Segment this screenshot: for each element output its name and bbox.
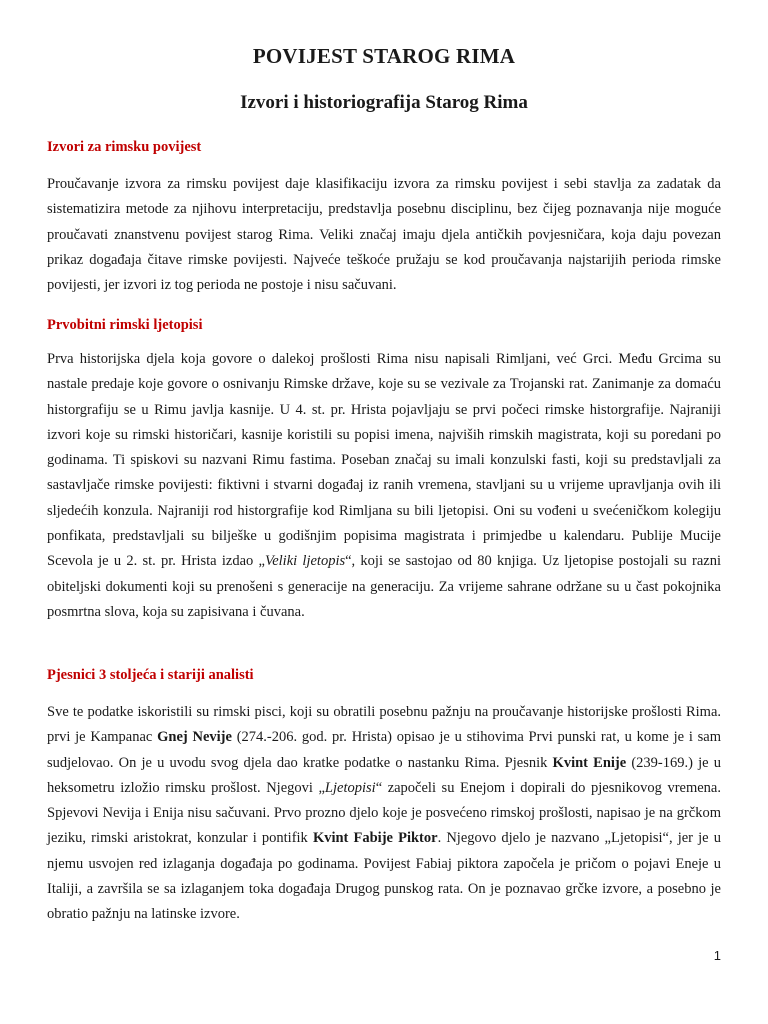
section-paragraph-ljetopisi [47,347,721,625]
document-subtitle: Izvori i historiografija Starog Rima [240,92,528,113]
bold-name: Gnej Nevije [157,729,232,746]
paragraph-text: “ započeli su Enejom i dopirali do pjesnikovog vremena. Spjevovi Nevija i Enija nisu sačuvani. Prvo prozno djelo koje je posvećeno rimskoj prošlosti, napisao je na grčkom jeziku, rimski aristokrat, konzular i pontifik [47,779,721,847]
italic-title: Ljetopisi [324,779,376,796]
section-heading-ljetopisi: Prvobitni rimski ljetopisi [47,317,203,333]
paragraph-text: Prva historijska djela koja govore o dalekoj prošlosti Rima nisu napisali Rimljani, već Grci. Među Grcima su nastale predaje koje govore o osnivanju Rimske države, koje su se vezivale za Trojanski rat. Zanimanje za domaću historgrafiju se u Rimu javlja kasnije. U 4. st. pr. Hrista pojavljaju se prvi počeci rimske historgrafije. Najraniji izvori koje su rimski historičari, kasnije koristili su popisi imena, najviših rimskih magistrata, koji su poredani po godinama. Ti spiskovi su nazvani Rimu fastima. Poseban značaj su imali konzulski fasti, koji su predstavljali za sastavljače rimske povijesti: fiktivni i stvarni događaj iz ranih vremena, stavljani su u vrijeme upravljanja ovih ili sljedećih konzula. Najraniji rod historgrafije kod Rimljana su bili ljetopisi. Oni su vođeni u svećeničkom kolegiju ponfikata, predstavljali su bilješke u godišnjim popisima magistrata i primjedbe u kalendaru. Publije Mucije Scevola je u 2. st. pr. Hrista izdao „ [47,351,721,570]
paragraph-text: “, koji se sastojao od 80 knjiga. Uz ljetopise postojali su razni obiteljski dokumenti koji su prenošeni s generacije na generaciju. Za vrijeme sahrane održane su u čast pokojnika posmrtna slova, koja su zapisivana i čuvana. [47,553,721,620]
bold-name: Kvint Enije [552,754,627,771]
paragraph-text: Sve te podatke iskoristili su rimski pisci, koji su obratili posebnu pažnju na proučavanje historijske prošlosti Rima. prvi je Kampanac [47,704,721,746]
page-number: 1 [713,948,721,963]
section-heading-pjesnici: Pjesnici 3 stoljeća i stariji analisti [47,667,254,683]
paragraph-text: (239-169.) je u heksometru izložio rimsku prošlost. Njegovi „ [47,754,721,796]
italic-title: Veliki ljetopis [264,553,346,570]
section-paragraph-pjesnici [47,700,721,928]
section-paragraph-izvori: Proučavanje izvora za rimsku povijest daje klasifikaciju izvora za rimsku povijest i sebi stavlja za zadatak da sistematizira metode za njihovu interpretaciju, predstavlja posebnu disciplinu, bez čijeg poznavanja nije moguće proučavati znanstvenu povijest starog Rima. Veliki značaj imaju djela antičkih povjesničara, koja daju povezan prikaz događaja čitave rimske povijesti. Najveće teškoće pružaju se kod proučavanja najstarijih perioda rimske povijesti, jer izvori iz tog perioda ne postoje i nisu sačuvani. [47,176,721,294]
bold-name: Kvint Fabije Piktor [312,830,438,847]
paragraph-text: . Njegovo djelo je nazvano „Ljetopisi“, jer je u njemu usvojen red izlaganja događaja po godinama. Povijest Fabiaj piktora započela je pričom o pojavi Eneje u Italiji, a završila se sa izlaganjem toka događaja Drugog punskog rata. On je poznavao grčke izvore, a posebno je obratio pažnju na latinske izvore. [47,830,721,923]
document-title: POVIJEST STAROG RIMA [252,44,516,68]
paragraph-text: (274.-206. god. pr. Hrista) opisao je u stihovima Prvi punski rat, u kome je i sam sudjelovao. On je u uvodu svog djela dao kratke podatke o nastanku Rima. Pjesnik [47,729,721,771]
section-heading-izvori: Izvori za rimsku povijest [47,139,202,155]
